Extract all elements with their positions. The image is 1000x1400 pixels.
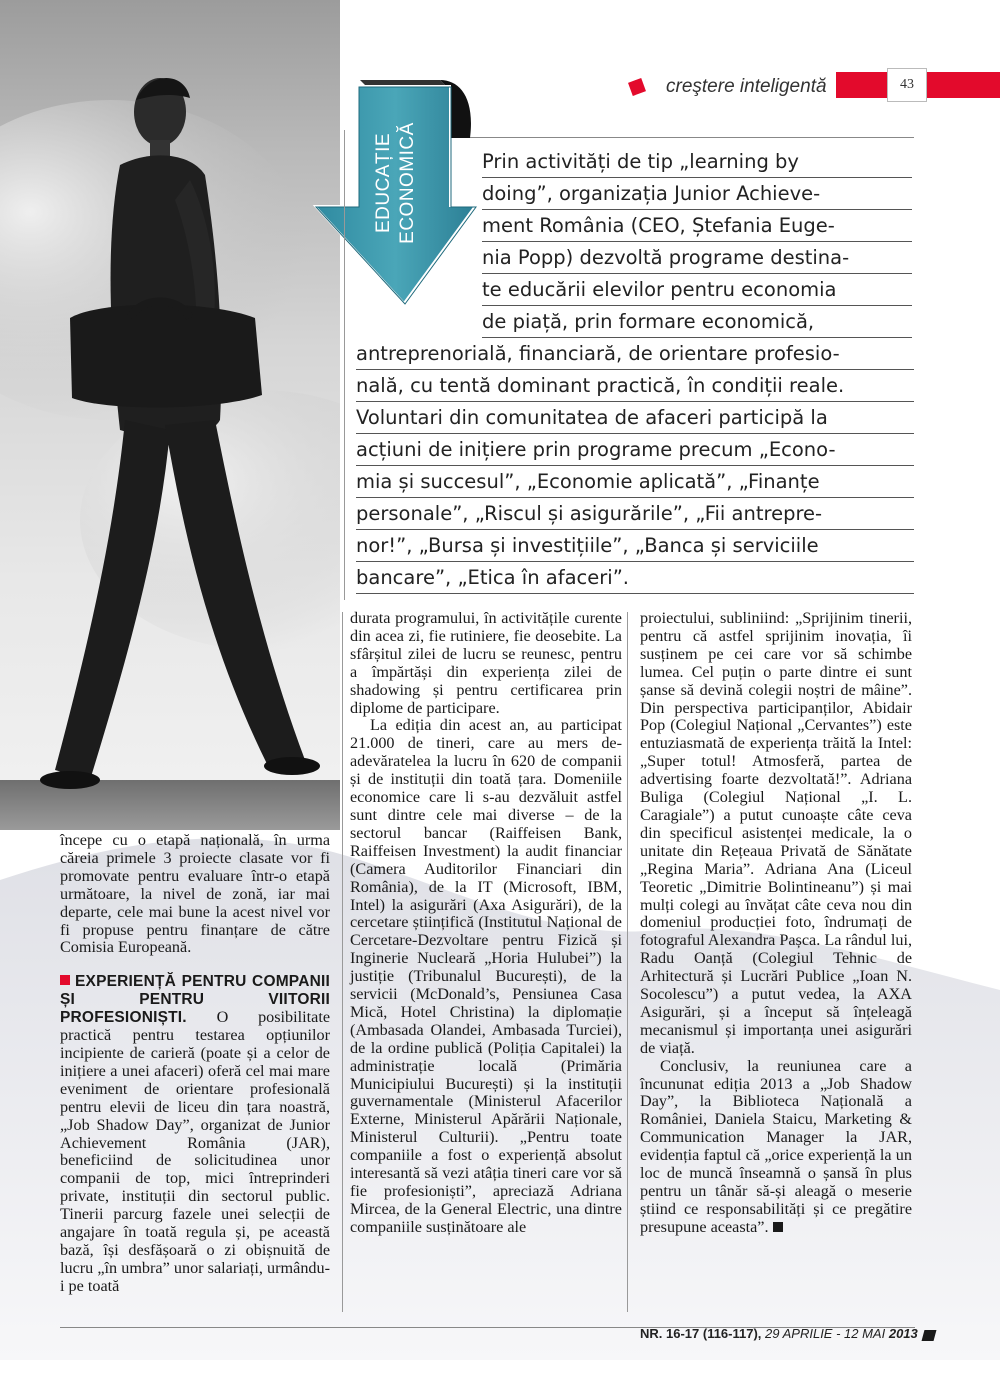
issue-info bbox=[640, 1326, 918, 1341]
lead-line: acțiuni de inițiere prin programe precum „Econo- bbox=[356, 434, 914, 466]
column-rule-1 bbox=[342, 612, 343, 1312]
lead-line: ment România (CEO, Ștefania Euge- bbox=[482, 210, 912, 242]
lead-line: Prin activități de tip „learning by bbox=[482, 146, 912, 178]
section-title: creştere inteligentă bbox=[666, 76, 827, 97]
issue-dates: 29 APRILIE - 12 MAI bbox=[765, 1326, 886, 1341]
header-rule bbox=[460, 137, 914, 138]
closing-paragraph bbox=[640, 1058, 912, 1237]
article-column-2 bbox=[350, 610, 622, 1237]
subheading: EXPERIENȚĂ PENTRU COMPANII ȘI PENTRU VIITORII PROFESIONIȘTI. bbox=[60, 973, 330, 1027]
lead-line: nor!”, „Bursa și investițiile”, „Banca și serviciile bbox=[356, 530, 914, 562]
issue-number: NR. 16-17 (116-117), bbox=[640, 1326, 762, 1341]
lead-line: antreprenorială, financiară, de orientare profesio- bbox=[356, 338, 914, 370]
paragraph-text: Conclusiv, la reuniunea care a încununat ediția 2013 a „Job Shadow Day”, la Biblioteca Națională a României, Daniela Staicu, Marketing & Communication Manager la JAR, evidenția faptul că „orice experiență la un loc de muncă înseamnă o șansă în plus pentru un tânăr să-și aleagă o meserie știind ce responsabilități și ce pregătire presupune aceasta”. bbox=[640, 1056, 912, 1236]
bullet-square-icon bbox=[60, 975, 70, 985]
lead-line: mia și succesul”, „Economie aplicată”, „Finanțe bbox=[356, 466, 914, 498]
paragraph: durata programului, în activitățile curente din acea zi, fie rutiniere, fie deosebite. La sfârșitul zilei de lucru se reunesc, pentru a împărtăși din experiența zilei de shadowing și pentru certificarea prin diplome de participare. bbox=[350, 609, 622, 717]
column-rule-2 bbox=[627, 612, 628, 1312]
paragraph: începe cu o etapă națională, în urma căreia primele 3 proiecte clasate vor fi promovate pentru evaluare într-o etapă următoare, la nivel de zonă, iar mai departe, cele mai bune la acest nivel vor fi propuse pentru finanțare de către Comisia Europeană. bbox=[60, 831, 330, 957]
header-red-square bbox=[628, 78, 646, 96]
article-column-3 bbox=[640, 610, 912, 1237]
lead-line: Voluntari din comunitatea de afaceri participă la bbox=[356, 402, 914, 434]
lead-line: nia Popp) dezvoltă programe destina- bbox=[482, 242, 912, 274]
article-column-1 bbox=[60, 832, 330, 1296]
lead-line: nală, cu tentă dominant practică, în condiții reale. bbox=[356, 370, 914, 402]
end-mark-icon bbox=[773, 1222, 783, 1232]
lead-line: de piață, prin formare economică, bbox=[482, 306, 912, 338]
paragraph: La ediția din acest an, au participat 21.000 de tineri, care au mers de-adevăratelea la lucru în 620 de companii și de instituții din toată țara. Domeniile economice care li s-au dezvăluit astfel sunt dintre cele mai diverse – de la sectorul bancar (Raiffeisen Bank, Raiffeisen Investment) la audit financiar (Camera Auditorilor Financiari din România), de la IT (Microsoft, IBM, Intel) la asigurări (Axa Asigurări), de la cercetare științifică (Institutul Național de Cercetare-Dezvoltare pentru Fizică și Inginerie Nucleară „Horia Hulubei”) la justiție (Tribunalul București), de la servicii (McDonald’s, Pensiunea Casa Mică, Hotel Christina) la diplomație (Ambasada Olandei, Ambasada Turciei), de la ordine publică (Poliția Capitalei) la administrație locală (Primăria Municipiului București) și la instituții guvernamentale (Ministerul Afacerilor Externe, Ministerul Apărării Naționale, Ministerul Culturii). „Pentru toate companiile a fost o experiență absolut interesantă să vezi atâția tineri care vor să fie profesioniști”, apreciază Adriana Mircea, de la General Electric, una dintre companiile susținătoare ale bbox=[350, 716, 622, 1236]
lead-line: doing”, organizația Junior Achieve- bbox=[482, 178, 912, 210]
section-badge-label bbox=[372, 118, 432, 258]
page-number: 43 bbox=[887, 68, 927, 102]
walking-man-photo bbox=[0, 0, 340, 830]
lead-line: personale”, „Riscul și asigurările”, „Fii antrepre- bbox=[356, 498, 914, 530]
paragraph: proiectului, subliniind: „Sprijinim tinerii, pentru că astfel sprijinim inovația, îi susținem pe cei care vor să schimbe lumea. Cel puțin o parte dintre ei sunt șanse să devină colegii noștri de mâine”. Din perspectiva participanților, Abidair Pop (Colegiul Național „Cervantes”) este entuziasmată de experiența trăită la Intel: „Super totul! Atmosferă, partea de advertising foarte dezvoltată!”. Adriana Buliga (Colegiul Național „I. L. Caragiale”) a putut cunoaște câte ceva din specificul asistenței medicale, la o unitate din Rețeaua Privată de Sănătate „Regina Maria”. Adriana Ana (Liceul Teoretic „Dimitrie Bolintineanu”) și mai mulți colegi au învățat câte ceva nou din domeniul producției foto, îndrumați de fotograful Alexandra Pașca. La rândul lui, Radu Oanță (Colegiul Tehnic de Arhitectură și Lucrări Publice „Ioan N. Socolescu”) a putut vedea, la AXA Asigurări, și a început să înțeleagă mecanismul și importanța unei asigurări de viață. bbox=[640, 609, 912, 1057]
intro-left-rule bbox=[344, 130, 345, 600]
paragraph-text: O posibilitate practică pentru testarea opțiunilor incipiente de carieră (poate și a celor de inițiere a unei afaceri) oferă cel mai mare eveniment de orientare profesională pentru elevii de liceu din țara noastră, „Job Shadow Day”, organizat de Junior Achievement România (JAR), beneficiind de solicitudinea unor companii de top, mici întreprinderi private, instituții din sectorul public. Tinerii parcurg fazele unei selecții de angajare în toată regula și, pe această bază, își desfășoară o zi obișnuită de lucru „în umbra” unor salariați, urmându-i pe toată bbox=[60, 1008, 331, 1295]
issue-year: 2013 bbox=[888, 1326, 918, 1341]
badge-line-1: EDUCAȚIE bbox=[373, 132, 394, 234]
lead-line: te educării elevilor pentru economia bbox=[482, 274, 912, 306]
paragraph-with-subhead bbox=[60, 973, 330, 1295]
badge-line-2: ECONOMICĂ bbox=[397, 122, 418, 244]
lead-line: bancare”, „Etica în afaceri”. bbox=[356, 562, 914, 594]
